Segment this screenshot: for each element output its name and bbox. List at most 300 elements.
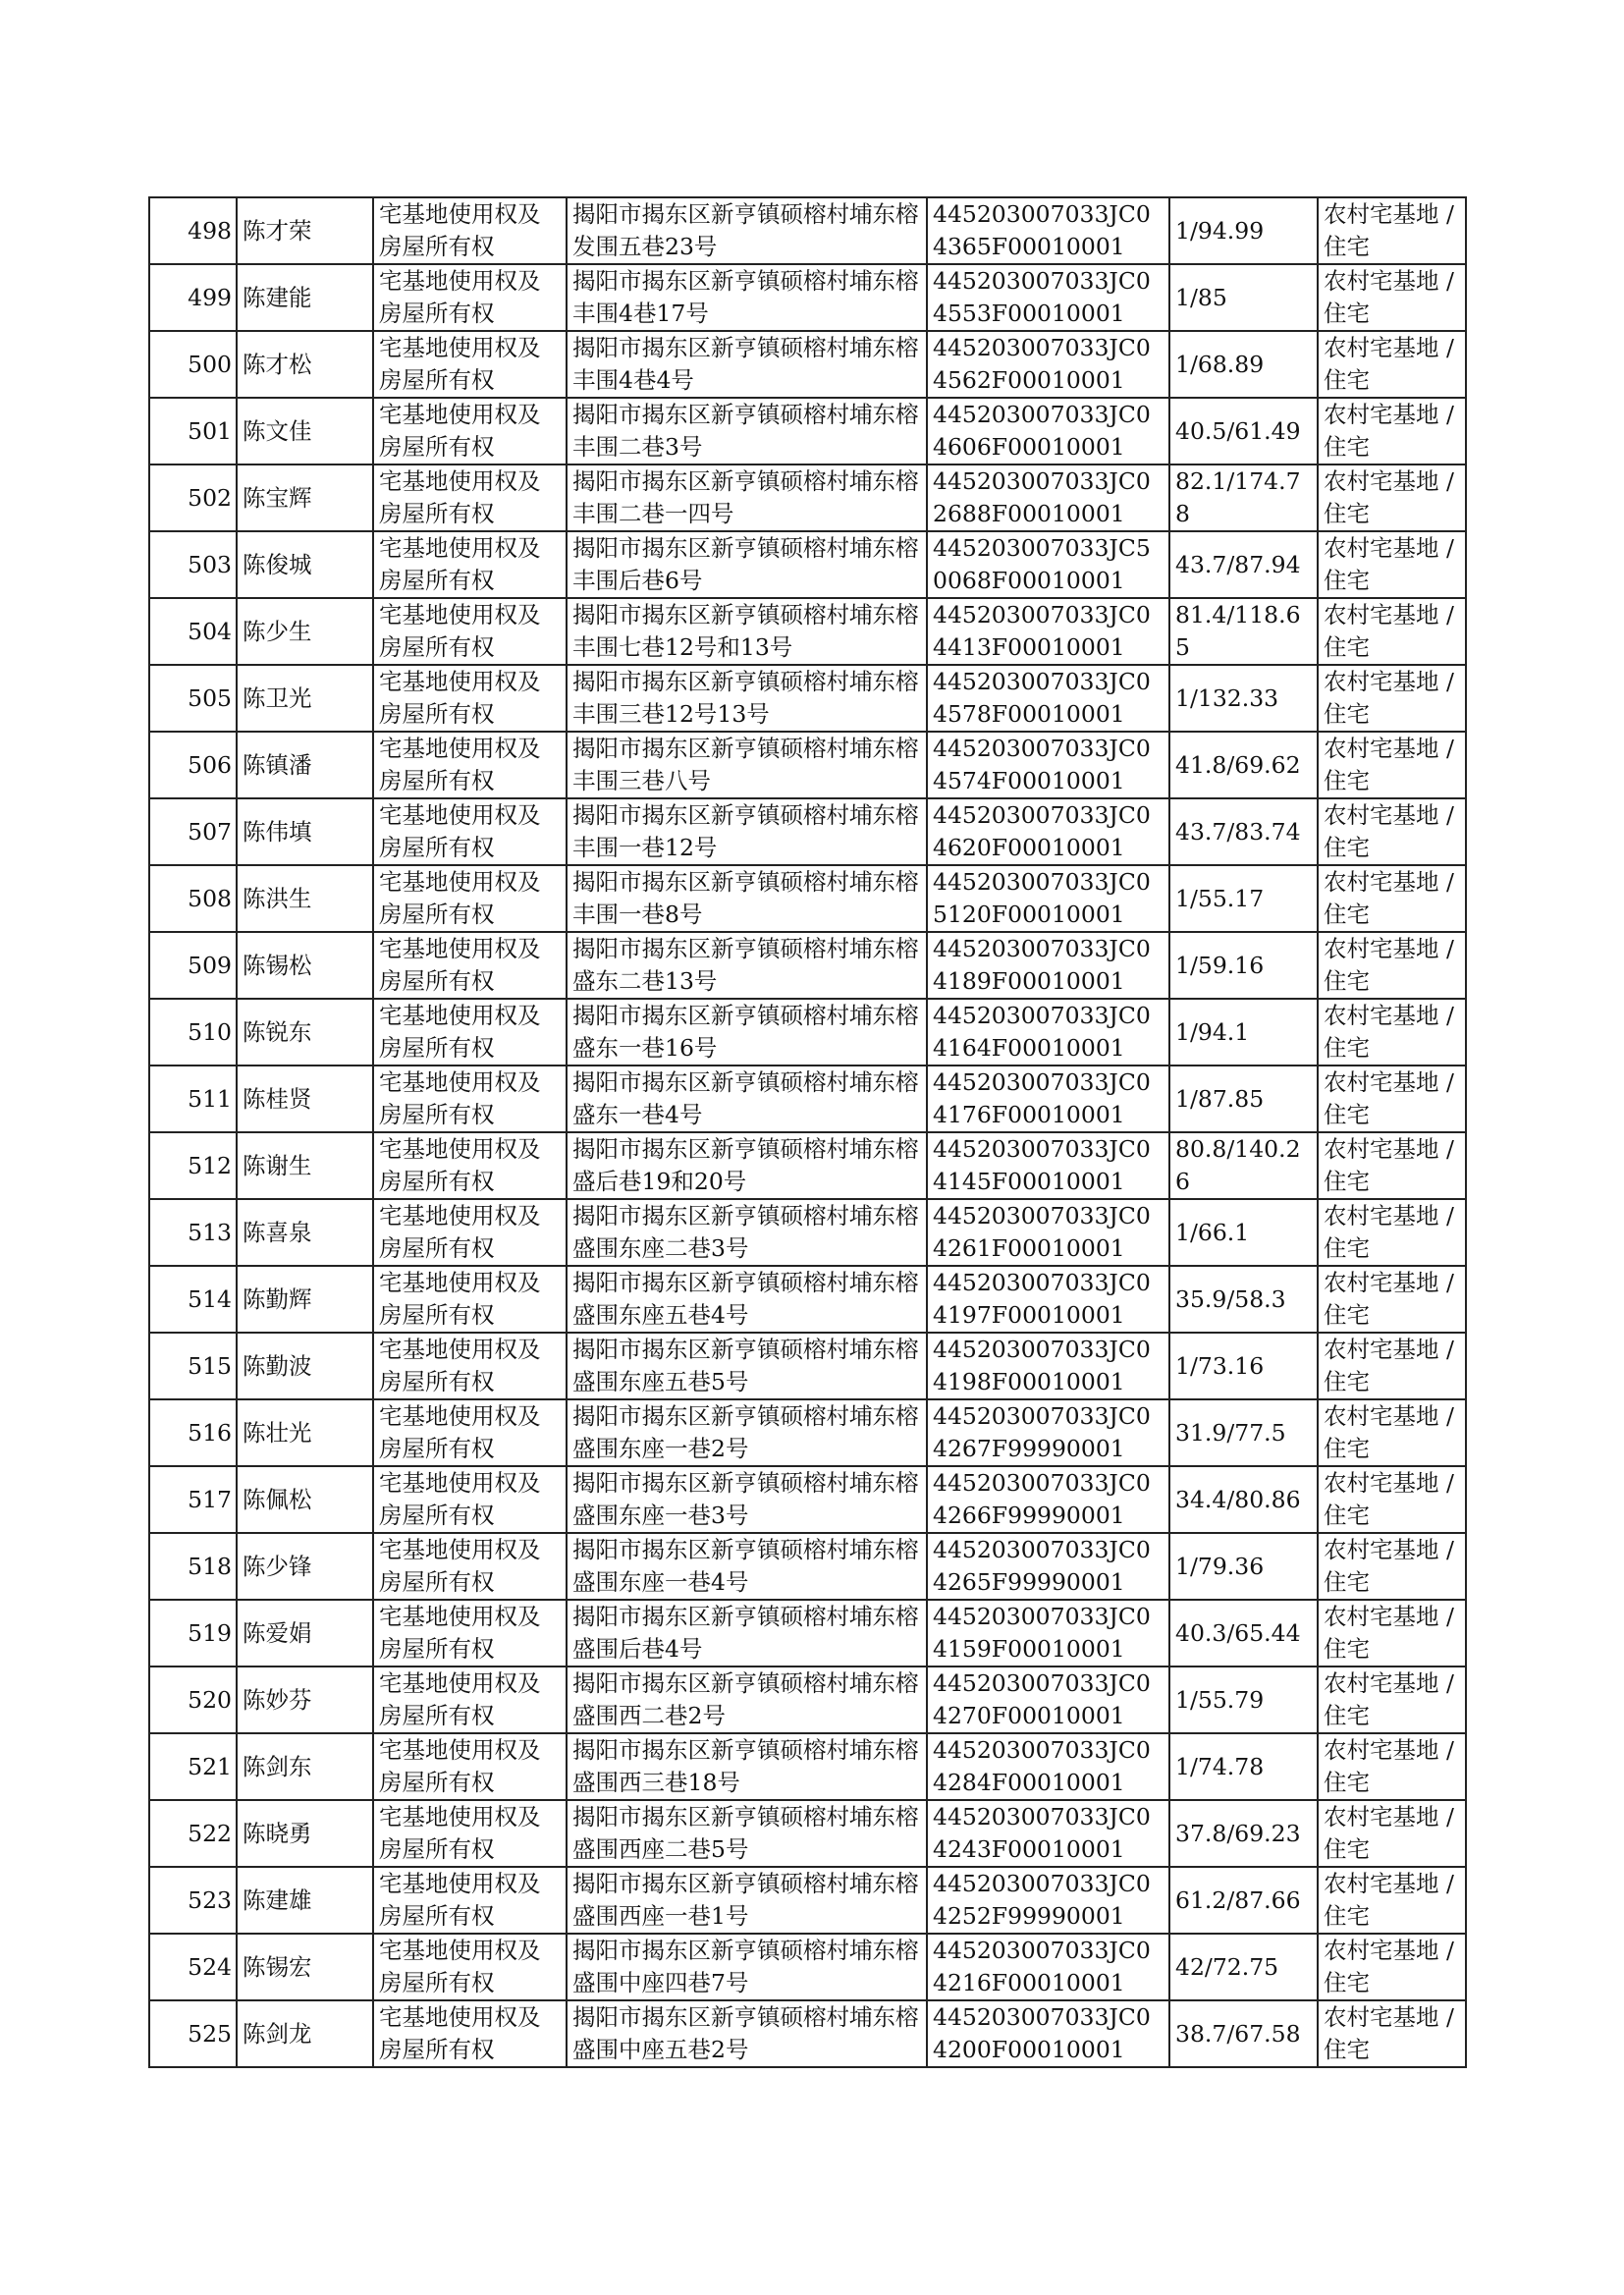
row-number: 508 [188, 884, 232, 912]
land-use-cell [1318, 598, 1466, 665]
property-address: 揭阳市揭东区新亨镇硕榕村埔东榕盛围东座一巷4号 [572, 1536, 919, 1596]
right-type-cell [373, 732, 567, 798]
table-row [149, 1466, 1466, 1533]
area-value-cell [1169, 398, 1318, 464]
property-address-cell [567, 1934, 927, 2000]
unit-code: 445203007033JC04562F00010001 [933, 334, 1151, 394]
area-value: 1/66.1 [1175, 1218, 1250, 1246]
row-number: 501 [188, 416, 232, 445]
unit-code: 445203007033JC04606F00010001 [933, 401, 1151, 461]
unit-code: 445203007033JC04243F00010001 [933, 1803, 1151, 1863]
owner-name-cell [237, 1199, 373, 1266]
area-value: 1/68.89 [1175, 350, 1265, 378]
land-use: 农村宅基地 / 住宅 [1324, 1402, 1454, 1462]
land-use-cell [1318, 1867, 1466, 1934]
land-use: 农村宅基地 / 住宅 [1324, 935, 1454, 995]
row-number: 513 [188, 1218, 232, 1246]
owner-name: 陈卫光 [243, 683, 312, 712]
right-type-cell [373, 598, 567, 665]
owner-name-cell [237, 1667, 373, 1733]
right-type: 宅基地使用权及房屋所有权 [379, 1269, 541, 1329]
right-type-cell [373, 1132, 567, 1199]
table-row [149, 1934, 1466, 2000]
land-use: 农村宅基地 / 住宅 [1324, 1269, 1454, 1329]
land-use: 农村宅基地 / 住宅 [1324, 1803, 1454, 1863]
land-use-cell [1318, 331, 1466, 398]
area-value-cell [1169, 1733, 1318, 1800]
unit-code: 445203007033JC04145F00010001 [933, 1135, 1151, 1195]
unit-code: 445203007033JC04574F00010001 [933, 735, 1151, 794]
row-number-cell [149, 798, 237, 865]
land-use-cell [1318, 1333, 1466, 1399]
table-row [149, 1333, 1466, 1399]
unit-code-cell [927, 865, 1169, 932]
area-value: 40.3/65.44 [1175, 1618, 1301, 1647]
row-number-cell [149, 1733, 237, 1800]
property-address: 揭阳市揭东区新亨镇硕榕村埔东榕盛东一巷4号 [572, 1068, 919, 1128]
table-row [149, 665, 1466, 732]
unit-code-cell [927, 197, 1169, 264]
row-number: 510 [188, 1017, 232, 1046]
row-number-cell [149, 665, 237, 732]
right-type: 宅基地使用权及房屋所有权 [379, 668, 541, 728]
owner-name-cell [237, 1399, 373, 1466]
area-value: 1/55.79 [1175, 1685, 1265, 1714]
area-value: 43.7/83.74 [1175, 817, 1301, 846]
unit-code-cell [927, 464, 1169, 531]
area-value: 61.2/87.66 [1175, 1885, 1301, 1914]
table-row [149, 932, 1466, 999]
property-address: 揭阳市揭东区新亨镇硕榕村埔东榕盛围西二巷2号 [572, 1669, 919, 1729]
row-number: 505 [188, 683, 232, 712]
land-use: 农村宅基地 / 住宅 [1324, 601, 1454, 661]
area-value: 34.4/80.86 [1175, 1485, 1301, 1513]
property-address: 揭阳市揭东区新亨镇硕榕村埔东榕盛围西座一巷1号 [572, 1870, 919, 1930]
land-use: 农村宅基地 / 住宅 [1324, 200, 1454, 260]
property-address-cell [567, 665, 927, 732]
unit-code-cell [927, 1466, 1169, 1533]
right-type: 宅基地使用权及房屋所有权 [379, 1402, 541, 1462]
owner-name-cell [237, 932, 373, 999]
area-value-cell [1169, 1399, 1318, 1466]
land-use-cell [1318, 531, 1466, 598]
area-value: 31.9/77.5 [1175, 1418, 1286, 1447]
area-value: 38.7/67.58 [1175, 2019, 1301, 2048]
right-type-cell [373, 1733, 567, 1800]
right-type: 宅基地使用权及房屋所有权 [379, 334, 541, 394]
area-value-cell [1169, 1266, 1318, 1333]
unit-code: 445203007033JC04261F00010001 [933, 1202, 1151, 1262]
area-value-cell [1169, 1934, 1318, 2000]
area-value-cell [1169, 331, 1318, 398]
unit-code: 445203007033JC04365F00010001 [933, 200, 1151, 260]
owner-name: 陈锡松 [243, 951, 312, 979]
property-address: 揭阳市揭东区新亨镇硕榕村埔东榕盛围东座五巷4号 [572, 1269, 919, 1329]
land-use: 农村宅基地 / 住宅 [1324, 267, 1454, 327]
row-number-cell [149, 1333, 237, 1399]
table-row [149, 1199, 1466, 1266]
row-number-cell [149, 1934, 237, 2000]
property-address: 揭阳市揭东区新亨镇硕榕村埔东榕盛围中座四巷7号 [572, 1937, 919, 1996]
property-address: 揭阳市揭东区新亨镇硕榕村埔东榕盛围东座一巷2号 [572, 1402, 919, 1462]
area-value-cell [1169, 732, 1318, 798]
property-address-cell [567, 1466, 927, 1533]
land-use: 农村宅基地 / 住宅 [1324, 1068, 1454, 1128]
property-address-cell [567, 1533, 927, 1600]
right-type-cell [373, 1867, 567, 1934]
row-number-cell [149, 732, 237, 798]
row-number: 522 [188, 1819, 232, 1847]
row-number-cell [149, 1600, 237, 1667]
area-value-cell [1169, 665, 1318, 732]
row-number-cell [149, 264, 237, 331]
property-address: 揭阳市揭东区新亨镇硕榕村埔东榕盛围东座一巷3号 [572, 1469, 919, 1529]
row-number-cell [149, 598, 237, 665]
table-row [149, 999, 1466, 1066]
right-type: 宅基地使用权及房屋所有权 [379, 1002, 541, 1062]
right-type-cell [373, 464, 567, 531]
right-type-cell [373, 865, 567, 932]
unit-code-cell [927, 1132, 1169, 1199]
area-value-cell [1169, 1466, 1318, 1533]
row-number: 521 [188, 1752, 232, 1780]
property-address-cell [567, 264, 927, 331]
row-number-cell [149, 331, 237, 398]
unit-code: 445203007033JC02688F00010001 [933, 467, 1151, 527]
right-type: 宅基地使用权及房屋所有权 [379, 868, 541, 928]
area-value-cell [1169, 1333, 1318, 1399]
row-number: 524 [188, 1952, 232, 1981]
owner-name: 陈谢生 [243, 1151, 312, 1179]
row-number: 518 [188, 1552, 232, 1580]
property-address-cell [567, 1066, 927, 1132]
right-type: 宅基地使用权及房屋所有权 [379, 1536, 541, 1596]
property-address-cell [567, 1600, 927, 1667]
right-type-cell [373, 1333, 567, 1399]
land-use: 农村宅基地 / 住宅 [1324, 801, 1454, 861]
unit-code: 445203007033JC04578F00010001 [933, 668, 1151, 728]
owner-name: 陈桂贤 [243, 1084, 312, 1113]
unit-code-cell [927, 1733, 1169, 1800]
row-number: 507 [188, 817, 232, 846]
land-use: 农村宅基地 / 住宅 [1324, 1870, 1454, 1930]
unit-code: 445203007033JC50068F00010001 [933, 534, 1151, 594]
right-type-cell [373, 1667, 567, 1733]
property-address-cell [567, 732, 927, 798]
right-type-cell [373, 932, 567, 999]
land-use-cell [1318, 1466, 1466, 1533]
table-row [149, 598, 1466, 665]
land-use-cell [1318, 398, 1466, 464]
row-number: 523 [188, 1885, 232, 1914]
table-row [149, 531, 1466, 598]
table-row [149, 865, 1466, 932]
area-value-cell [1169, 464, 1318, 531]
property-address-cell [567, 331, 927, 398]
row-number-cell [149, 1667, 237, 1733]
table-row [149, 197, 1466, 264]
owner-name-cell [237, 1800, 373, 1867]
row-number: 516 [188, 1418, 232, 1447]
row-number-cell [149, 932, 237, 999]
unit-code-cell [927, 999, 1169, 1066]
right-type-cell [373, 1266, 567, 1333]
property-address-cell [567, 598, 927, 665]
row-number-cell [149, 1466, 237, 1533]
row-number-cell [149, 197, 237, 264]
area-value: 1/79.36 [1175, 1552, 1265, 1580]
land-use: 农村宅基地 / 住宅 [1324, 868, 1454, 928]
owner-name: 陈爱娟 [243, 1618, 312, 1647]
row-number-cell [149, 398, 237, 464]
property-address: 揭阳市揭东区新亨镇硕榕村埔东榕盛围东座二巷3号 [572, 1202, 919, 1262]
row-number-cell [149, 999, 237, 1066]
land-use-cell [1318, 1934, 1466, 2000]
land-use: 农村宅基地 / 住宅 [1324, 668, 1454, 728]
property-address: 揭阳市揭东区新亨镇硕榕村埔东榕盛后巷19和20号 [572, 1135, 919, 1195]
unit-code-cell [927, 1600, 1169, 1667]
land-use-cell [1318, 999, 1466, 1066]
area-value-cell [1169, 197, 1318, 264]
unit-code: 445203007033JC04270F00010001 [933, 1669, 1151, 1729]
unit-code: 445203007033JC04553F00010001 [933, 267, 1151, 327]
property-address-cell [567, 999, 927, 1066]
right-type-cell [373, 1800, 567, 1867]
row-number: 512 [188, 1151, 232, 1179]
property-address: 揭阳市揭东区新亨镇硕榕村埔东榕丰围二巷一四号 [572, 467, 919, 527]
table-row [149, 732, 1466, 798]
right-type-cell [373, 999, 567, 1066]
row-number: 517 [188, 1485, 232, 1513]
unit-code-cell [927, 598, 1169, 665]
owner-name: 陈洪生 [243, 884, 312, 912]
land-use: 农村宅基地 / 住宅 [1324, 334, 1454, 394]
owner-name-cell [237, 1934, 373, 2000]
row-number-cell [149, 1199, 237, 1266]
area-value: 80.8/140.26 [1175, 1135, 1301, 1195]
property-address-cell [567, 2000, 927, 2067]
right-type-cell [373, 398, 567, 464]
area-value-cell [1169, 2000, 1318, 2067]
unit-code-cell [927, 531, 1169, 598]
unit-code: 445203007033JC04164F00010001 [933, 1002, 1151, 1062]
area-value: 1/59.16 [1175, 951, 1265, 979]
owner-name: 陈剑东 [243, 1752, 312, 1780]
table-row [149, 1266, 1466, 1333]
property-address: 揭阳市揭东区新亨镇硕榕村埔东榕盛东二巷13号 [572, 935, 919, 995]
row-number-cell [149, 865, 237, 932]
unit-code: 445203007033JC04267F99990001 [933, 1402, 1151, 1462]
unit-code-cell [927, 398, 1169, 464]
land-use: 农村宅基地 / 住宅 [1324, 1336, 1454, 1395]
area-value: 81.4/118.65 [1175, 601, 1301, 661]
land-use: 农村宅基地 / 住宅 [1324, 1603, 1454, 1663]
owner-name: 陈俊城 [243, 550, 312, 578]
unit-code-cell [927, 1066, 1169, 1132]
land-use: 农村宅基地 / 住宅 [1324, 1469, 1454, 1529]
unit-code-cell [927, 1399, 1169, 1466]
right-type: 宅基地使用权及房屋所有权 [379, 1202, 541, 1262]
row-number: 525 [188, 2019, 232, 2048]
row-number-cell [149, 1533, 237, 1600]
row-number: 502 [188, 483, 232, 512]
land-use-cell [1318, 798, 1466, 865]
area-value: 1/74.78 [1175, 1752, 1265, 1780]
owner-name-cell [237, 1266, 373, 1333]
unit-code-cell [927, 1333, 1169, 1399]
unit-code: 445203007033JC04413F00010001 [933, 601, 1151, 661]
right-type: 宅基地使用权及房屋所有权 [379, 1803, 541, 1863]
property-address: 揭阳市揭东区新亨镇硕榕村埔东榕丰围三巷八号 [572, 735, 919, 794]
area-value: 40.5/61.49 [1175, 416, 1301, 445]
unit-code: 445203007033JC04216F00010001 [933, 1937, 1151, 1996]
property-address-cell [567, 531, 927, 598]
area-value: 82.1/174.78 [1175, 467, 1301, 527]
property-address-cell [567, 1667, 927, 1733]
unit-code-cell [927, 932, 1169, 999]
area-value-cell [1169, 1867, 1318, 1934]
property-address: 揭阳市揭东区新亨镇硕榕村埔东榕盛围西三巷18号 [572, 1736, 919, 1796]
property-address: 揭阳市揭东区新亨镇硕榕村埔东榕盛围东座五巷5号 [572, 1336, 919, 1395]
unit-code: 445203007033JC04265F99990001 [933, 1536, 1151, 1596]
area-value-cell [1169, 1667, 1318, 1733]
property-address: 揭阳市揭东区新亨镇硕榕村埔东榕丰围一巷8号 [572, 868, 919, 928]
unit-code: 445203007033JC04200F00010001 [933, 2003, 1151, 2063]
registry-table [148, 196, 1467, 2068]
right-type: 宅基地使用权及房屋所有权 [379, 735, 541, 794]
table-row [149, 264, 1466, 331]
land-use: 农村宅基地 / 住宅 [1324, 1669, 1454, 1729]
row-number-cell [149, 531, 237, 598]
right-type: 宅基地使用权及房屋所有权 [379, 1469, 541, 1529]
property-address: 揭阳市揭东区新亨镇硕榕村埔东榕丰围后巷6号 [572, 534, 919, 594]
land-use-cell [1318, 264, 1466, 331]
right-type-cell [373, 665, 567, 732]
land-use-cell [1318, 865, 1466, 932]
land-use-cell [1318, 1066, 1466, 1132]
right-type: 宅基地使用权及房屋所有权 [379, 1135, 541, 1195]
unit-code-cell [927, 264, 1169, 331]
land-use: 农村宅基地 / 住宅 [1324, 735, 1454, 794]
property-address-cell [567, 1800, 927, 1867]
table-row [149, 798, 1466, 865]
land-use-cell [1318, 1800, 1466, 1867]
right-type-cell [373, 197, 567, 264]
property-address-cell [567, 398, 927, 464]
owner-name-cell [237, 2000, 373, 2067]
area-value: 1/73.16 [1175, 1351, 1265, 1380]
table-row [149, 1800, 1466, 1867]
right-type: 宅基地使用权及房屋所有权 [379, 267, 541, 327]
right-type: 宅基地使用权及房屋所有权 [379, 1603, 541, 1663]
table-row [149, 1667, 1466, 1733]
owner-name-cell [237, 531, 373, 598]
row-number-cell [149, 464, 237, 531]
owner-name-cell [237, 865, 373, 932]
owner-name-cell [237, 598, 373, 665]
area-value-cell [1169, 531, 1318, 598]
area-value: 43.7/87.94 [1175, 550, 1301, 578]
owner-name-cell [237, 464, 373, 531]
right-type: 宅基地使用权及房屋所有权 [379, 1870, 541, 1930]
land-use-cell [1318, 2000, 1466, 2067]
owner-name: 陈勤波 [243, 1351, 312, 1380]
area-value-cell [1169, 1066, 1318, 1132]
unit-code-cell [927, 732, 1169, 798]
land-use: 农村宅基地 / 住宅 [1324, 1002, 1454, 1062]
area-value: 42/72.75 [1175, 1952, 1279, 1981]
owner-name: 陈锡宏 [243, 1952, 312, 1981]
right-type-cell [373, 1199, 567, 1266]
owner-name: 陈喜泉 [243, 1218, 312, 1246]
owner-name: 陈佩松 [243, 1485, 312, 1513]
table-row [149, 1600, 1466, 1667]
table-row [149, 1132, 1466, 1199]
right-type: 宅基地使用权及房屋所有权 [379, 467, 541, 527]
unit-code: 445203007033JC05120F00010001 [933, 868, 1151, 928]
unit-code-cell [927, 1533, 1169, 1600]
area-value: 1/85 [1175, 283, 1227, 311]
right-type-cell [373, 1399, 567, 1466]
owner-name: 陈建能 [243, 283, 312, 311]
land-use-cell [1318, 1600, 1466, 1667]
table-row [149, 1533, 1466, 1600]
row-number: 504 [188, 617, 232, 645]
property-address: 揭阳市揭东区新亨镇硕榕村埔东榕丰围4巷17号 [572, 267, 919, 327]
area-value-cell [1169, 798, 1318, 865]
owner-name-cell [237, 1600, 373, 1667]
table-row [149, 1867, 1466, 1934]
area-value-cell [1169, 932, 1318, 999]
land-use-cell [1318, 464, 1466, 531]
property-address-cell [567, 197, 927, 264]
land-use: 农村宅基地 / 住宅 [1324, 1937, 1454, 1996]
owner-name-cell [237, 665, 373, 732]
right-type: 宅基地使用权及房屋所有权 [379, 1736, 541, 1796]
unit-code: 445203007033JC04189F00010001 [933, 935, 1151, 995]
row-number: 515 [188, 1351, 232, 1380]
area-value-cell [1169, 598, 1318, 665]
area-value: 35.9/58.3 [1175, 1284, 1286, 1313]
land-use: 农村宅基地 / 住宅 [1324, 2003, 1454, 2063]
right-type: 宅基地使用权及房屋所有权 [379, 1336, 541, 1395]
right-type: 宅基地使用权及房屋所有权 [379, 935, 541, 995]
unit-code: 445203007033JC04176F00010001 [933, 1068, 1151, 1128]
right-type-cell [373, 2000, 567, 2067]
property-address-cell [567, 1399, 927, 1466]
owner-name: 陈伟填 [243, 817, 312, 846]
row-number: 509 [188, 951, 232, 979]
owner-name: 陈建雄 [243, 1885, 312, 1914]
unit-code: 445203007033JC04252F99990001 [933, 1870, 1151, 1930]
unit-code: 445203007033JC04197F00010001 [933, 1269, 1151, 1329]
land-use: 农村宅基地 / 住宅 [1324, 1736, 1454, 1796]
row-number: 511 [188, 1084, 232, 1113]
owner-name: 陈妙芬 [243, 1685, 312, 1714]
property-address: 揭阳市揭东区新亨镇硕榕村埔东榕丰围七巷12号和13号 [572, 601, 919, 661]
property-address-cell [567, 1266, 927, 1333]
area-value: 37.8/69.23 [1175, 1819, 1301, 1847]
property-address: 揭阳市揭东区新亨镇硕榕村埔东榕盛东一巷16号 [572, 1002, 919, 1062]
right-type-cell [373, 331, 567, 398]
row-number-cell [149, 1066, 237, 1132]
table-row [149, 331, 1466, 398]
row-number-cell [149, 1266, 237, 1333]
right-type-cell [373, 1066, 567, 1132]
property-address-cell [567, 932, 927, 999]
land-use: 农村宅基地 / 住宅 [1324, 1202, 1454, 1262]
area-value: 1/87.85 [1175, 1084, 1265, 1113]
